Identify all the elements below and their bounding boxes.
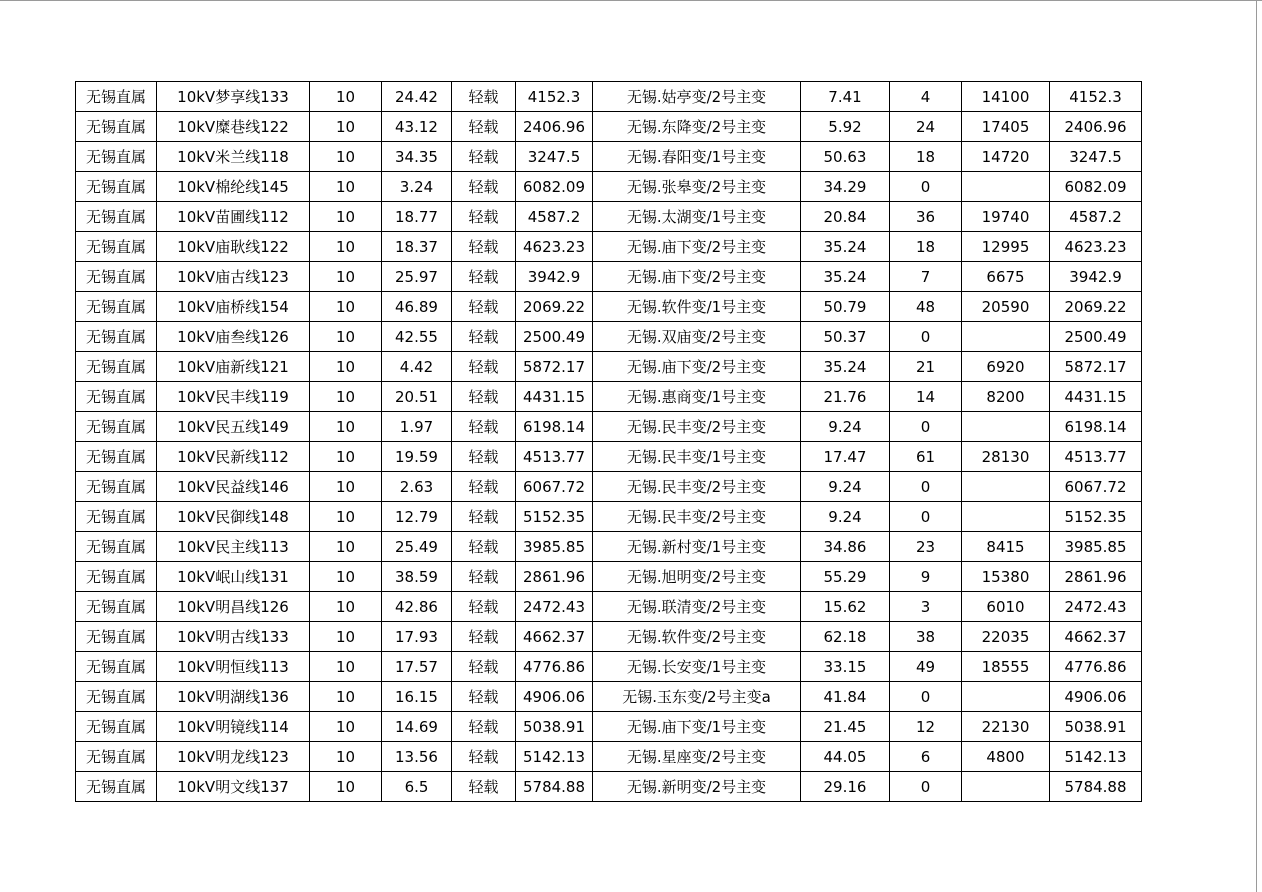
cell-transformer-load-rate: 21.45 <box>801 712 890 742</box>
cell-available-capacity: 2472.43 <box>1050 592 1142 622</box>
cell-load-rate: 12.79 <box>382 502 452 532</box>
cell-region: 无锡直属 <box>76 622 157 652</box>
cell-region: 无锡直属 <box>76 82 157 112</box>
cell-substation-transformer: 无锡.软件变/2号主变 <box>593 622 801 652</box>
cell-voltage: 10 <box>310 172 382 202</box>
cell-spare-capacity: 3985.85 <box>516 532 593 562</box>
cell-voltage: 10 <box>310 712 382 742</box>
cell-load-rate: 42.55 <box>382 322 452 352</box>
cell-available-capacity: 4431.15 <box>1050 382 1142 412</box>
cell-substation-transformer: 无锡.旭明变/2号主变 <box>593 562 801 592</box>
cell-load-status: 轻载 <box>452 652 516 682</box>
cell-spare-capacity: 2069.22 <box>516 292 593 322</box>
cell-feeder-name: 10kV民御线148 <box>157 502 310 532</box>
cell-capacity: 6675 <box>962 262 1050 292</box>
cell-feeder-name: 10kV糜巷线122 <box>157 112 310 142</box>
cell-feeder-name: 10kV民新线112 <box>157 442 310 472</box>
cell-spare-capacity: 4906.06 <box>516 682 593 712</box>
cell-capacity: 6010 <box>962 592 1050 622</box>
cell-capacity: 19740 <box>962 202 1050 232</box>
cell-load-status: 轻载 <box>452 682 516 712</box>
cell-transformer-load-rate: 50.79 <box>801 292 890 322</box>
cell-transformer-load-rate: 9.24 <box>801 472 890 502</box>
table-row <box>76 292 1142 322</box>
cell-count: 12 <box>890 712 962 742</box>
cell-load-rate: 38.59 <box>382 562 452 592</box>
cell-capacity: 22130 <box>962 712 1050 742</box>
cell-feeder-name: 10kV苗圃线112 <box>157 202 310 232</box>
table-row <box>76 232 1142 262</box>
cell-load-rate: 19.59 <box>382 442 452 472</box>
cell-capacity <box>962 502 1050 532</box>
cell-available-capacity: 5038.91 <box>1050 712 1142 742</box>
cell-capacity: 15380 <box>962 562 1050 592</box>
table-row <box>76 382 1142 412</box>
cell-substation-transformer: 无锡.庙下变/2号主变 <box>593 262 801 292</box>
cell-capacity: 28130 <box>962 442 1050 472</box>
cell-spare-capacity: 4587.2 <box>516 202 593 232</box>
cell-region: 无锡直属 <box>76 412 157 442</box>
cell-transformer-load-rate: 33.15 <box>801 652 890 682</box>
cell-load-rate: 17.57 <box>382 652 452 682</box>
cell-region: 无锡直属 <box>76 382 157 412</box>
cell-voltage: 10 <box>310 742 382 772</box>
cell-capacity: 14100 <box>962 82 1050 112</box>
cell-available-capacity: 2500.49 <box>1050 322 1142 352</box>
cell-available-capacity: 4513.77 <box>1050 442 1142 472</box>
cell-feeder-name: 10kV庙桥线154 <box>157 292 310 322</box>
cell-voltage: 10 <box>310 562 382 592</box>
cell-load-status: 轻载 <box>452 202 516 232</box>
cell-transformer-load-rate: 29.16 <box>801 772 890 802</box>
table-row <box>76 592 1142 622</box>
cell-available-capacity: 4906.06 <box>1050 682 1142 712</box>
cell-substation-transformer: 无锡.星座变/2号主变 <box>593 742 801 772</box>
cell-spare-capacity: 5038.91 <box>516 712 593 742</box>
page-top-edge <box>0 0 1262 1</box>
cell-transformer-load-rate: 35.24 <box>801 262 890 292</box>
cell-feeder-name: 10kV米兰线118 <box>157 142 310 172</box>
cell-load-rate: 25.97 <box>382 262 452 292</box>
cell-spare-capacity: 3247.5 <box>516 142 593 172</box>
cell-capacity: 17405 <box>962 112 1050 142</box>
cell-available-capacity: 5142.13 <box>1050 742 1142 772</box>
cell-capacity: 18555 <box>962 652 1050 682</box>
cell-load-status: 轻载 <box>452 562 516 592</box>
cell-available-capacity: 5784.88 <box>1050 772 1142 802</box>
cell-load-status: 轻载 <box>452 232 516 262</box>
cell-voltage: 10 <box>310 412 382 442</box>
cell-count: 0 <box>890 772 962 802</box>
cell-feeder-name: 10kV明昌线126 <box>157 592 310 622</box>
cell-load-rate: 24.42 <box>382 82 452 112</box>
cell-spare-capacity: 2472.43 <box>516 592 593 622</box>
cell-substation-transformer: 无锡.太湖变/1号主变 <box>593 202 801 232</box>
cell-count: 61 <box>890 442 962 472</box>
cell-voltage: 10 <box>310 622 382 652</box>
cell-substation-transformer: 无锡.长安变/1号主变 <box>593 652 801 682</box>
table-row <box>76 712 1142 742</box>
table-row <box>76 742 1142 772</box>
cell-transformer-load-rate: 35.24 <box>801 232 890 262</box>
cell-count: 14 <box>890 382 962 412</box>
table-row <box>76 202 1142 232</box>
cell-load-status: 轻载 <box>452 592 516 622</box>
cell-load-rate: 1.97 <box>382 412 452 442</box>
cell-load-status: 轻载 <box>452 712 516 742</box>
cell-substation-transformer: 无锡.惠商变/1号主变 <box>593 382 801 412</box>
cell-load-status: 轻载 <box>452 622 516 652</box>
cell-feeder-name: 10kV梦享线133 <box>157 82 310 112</box>
cell-spare-capacity: 2861.96 <box>516 562 593 592</box>
cell-count: 18 <box>890 142 962 172</box>
cell-capacity <box>962 172 1050 202</box>
cell-available-capacity: 2861.96 <box>1050 562 1142 592</box>
cell-voltage: 10 <box>310 82 382 112</box>
cell-feeder-name: 10kV明镜线114 <box>157 712 310 742</box>
cell-spare-capacity: 5784.88 <box>516 772 593 802</box>
cell-region: 无锡直属 <box>76 472 157 502</box>
cell-load-status: 轻载 <box>452 742 516 772</box>
cell-load-rate: 16.15 <box>382 682 452 712</box>
cell-count: 36 <box>890 202 962 232</box>
cell-load-status: 轻载 <box>452 112 516 142</box>
feeder-load-table <box>75 81 1142 802</box>
cell-capacity: 8415 <box>962 532 1050 562</box>
cell-available-capacity: 4152.3 <box>1050 82 1142 112</box>
cell-load-rate: 4.42 <box>382 352 452 382</box>
cell-load-status: 轻载 <box>452 382 516 412</box>
table-row <box>76 772 1142 802</box>
cell-substation-transformer: 无锡.庙下变/1号主变 <box>593 712 801 742</box>
cell-available-capacity: 5872.17 <box>1050 352 1142 382</box>
cell-available-capacity: 2069.22 <box>1050 292 1142 322</box>
cell-transformer-load-rate: 35.24 <box>801 352 890 382</box>
cell-voltage: 10 <box>310 232 382 262</box>
cell-load-status: 轻载 <box>452 532 516 562</box>
cell-count: 4 <box>890 82 962 112</box>
cell-substation-transformer: 无锡.张皋变/2号主变 <box>593 172 801 202</box>
cell-substation-transformer: 无锡.庙下变/2号主变 <box>593 232 801 262</box>
cell-available-capacity: 3247.5 <box>1050 142 1142 172</box>
cell-count: 38 <box>890 622 962 652</box>
cell-load-rate: 2.63 <box>382 472 452 502</box>
cell-feeder-name: 10kV明古线133 <box>157 622 310 652</box>
cell-load-status: 轻载 <box>452 442 516 472</box>
cell-capacity: 20590 <box>962 292 1050 322</box>
cell-voltage: 10 <box>310 292 382 322</box>
cell-count: 0 <box>890 322 962 352</box>
cell-count: 6 <box>890 742 962 772</box>
cell-capacity <box>962 682 1050 712</box>
cell-feeder-name: 10kV庙新线121 <box>157 352 310 382</box>
cell-voltage: 10 <box>310 142 382 172</box>
cell-voltage: 10 <box>310 202 382 232</box>
cell-voltage: 10 <box>310 382 382 412</box>
cell-spare-capacity: 2500.49 <box>516 322 593 352</box>
cell-transformer-load-rate: 9.24 <box>801 502 890 532</box>
cell-available-capacity: 4776.86 <box>1050 652 1142 682</box>
cell-region: 无锡直属 <box>76 532 157 562</box>
cell-available-capacity: 6198.14 <box>1050 412 1142 442</box>
table-row <box>76 142 1142 172</box>
table-body <box>76 82 1142 802</box>
cell-spare-capacity: 6067.72 <box>516 472 593 502</box>
cell-load-rate: 20.51 <box>382 382 452 412</box>
cell-voltage: 10 <box>310 502 382 532</box>
cell-spare-capacity: 4662.37 <box>516 622 593 652</box>
cell-spare-capacity: 4776.86 <box>516 652 593 682</box>
cell-region: 无锡直属 <box>76 112 157 142</box>
cell-count: 48 <box>890 292 962 322</box>
cell-spare-capacity: 4623.23 <box>516 232 593 262</box>
cell-spare-capacity: 6082.09 <box>516 172 593 202</box>
cell-load-rate: 14.69 <box>382 712 452 742</box>
cell-spare-capacity: 5142.13 <box>516 742 593 772</box>
cell-substation-transformer: 无锡.庙下变/2号主变 <box>593 352 801 382</box>
cell-substation-transformer: 无锡.玉东变/2号主变a <box>593 682 801 712</box>
cell-region: 无锡直属 <box>76 712 157 742</box>
cell-feeder-name: 10kV民五线149 <box>157 412 310 442</box>
cell-spare-capacity: 4152.3 <box>516 82 593 112</box>
cell-substation-transformer: 无锡.民丰变/1号主变 <box>593 442 801 472</box>
cell-substation-transformer: 无锡.联清变/2号主变 <box>593 592 801 622</box>
cell-transformer-load-rate: 34.86 <box>801 532 890 562</box>
cell-substation-transformer: 无锡.双庙变/2号主变 <box>593 322 801 352</box>
cell-load-rate: 6.5 <box>382 772 452 802</box>
cell-substation-transformer: 无锡.春阳变/1号主变 <box>593 142 801 172</box>
cell-substation-transformer: 无锡.民丰变/2号主变 <box>593 502 801 532</box>
cell-load-status: 轻载 <box>452 772 516 802</box>
cell-feeder-name: 10kV明文线137 <box>157 772 310 802</box>
cell-voltage: 10 <box>310 682 382 712</box>
cell-feeder-name: 10kV棉纶线145 <box>157 172 310 202</box>
table-row <box>76 682 1142 712</box>
table-row <box>76 532 1142 562</box>
table-row <box>76 562 1142 592</box>
cell-voltage: 10 <box>310 112 382 142</box>
cell-count: 7 <box>890 262 962 292</box>
cell-feeder-name: 10kV明湖线136 <box>157 682 310 712</box>
cell-load-status: 轻载 <box>452 352 516 382</box>
cell-transformer-load-rate: 41.84 <box>801 682 890 712</box>
cell-count: 0 <box>890 172 962 202</box>
cell-substation-transformer: 无锡.软件变/1号主变 <box>593 292 801 322</box>
cell-available-capacity: 6067.72 <box>1050 472 1142 502</box>
cell-capacity: 4800 <box>962 742 1050 772</box>
cell-voltage: 10 <box>310 352 382 382</box>
cell-load-rate: 34.35 <box>382 142 452 172</box>
cell-region: 无锡直属 <box>76 232 157 262</box>
page-right-edge <box>1256 0 1257 892</box>
cell-spare-capacity: 6198.14 <box>516 412 593 442</box>
cell-feeder-name: 10kV民益线146 <box>157 472 310 502</box>
cell-substation-transformer: 无锡.新村变/1号主变 <box>593 532 801 562</box>
table-row <box>76 172 1142 202</box>
cell-load-status: 轻载 <box>452 262 516 292</box>
cell-capacity: 22035 <box>962 622 1050 652</box>
cell-region: 无锡直属 <box>76 142 157 172</box>
cell-transformer-load-rate: 15.62 <box>801 592 890 622</box>
cell-load-rate: 46.89 <box>382 292 452 322</box>
table-row <box>76 352 1142 382</box>
cell-feeder-name: 10kV岷山线131 <box>157 562 310 592</box>
cell-load-status: 轻载 <box>452 412 516 442</box>
cell-count: 0 <box>890 682 962 712</box>
cell-substation-transformer: 无锡.新明变/2号主变 <box>593 772 801 802</box>
cell-load-rate: 25.49 <box>382 532 452 562</box>
cell-available-capacity: 2406.96 <box>1050 112 1142 142</box>
table-row <box>76 82 1142 112</box>
cell-load-rate: 13.56 <box>382 742 452 772</box>
cell-available-capacity: 3985.85 <box>1050 532 1142 562</box>
cell-capacity <box>962 412 1050 442</box>
cell-transformer-load-rate: 21.76 <box>801 382 890 412</box>
cell-count: 0 <box>890 502 962 532</box>
cell-feeder-name: 10kV明恒线113 <box>157 652 310 682</box>
cell-transformer-load-rate: 55.29 <box>801 562 890 592</box>
table-row <box>76 502 1142 532</box>
cell-count: 0 <box>890 472 962 502</box>
cell-region: 无锡直属 <box>76 502 157 532</box>
cell-spare-capacity: 4431.15 <box>516 382 593 412</box>
cell-available-capacity: 5152.35 <box>1050 502 1142 532</box>
cell-capacity: 12995 <box>962 232 1050 262</box>
cell-capacity: 8200 <box>962 382 1050 412</box>
cell-load-rate: 43.12 <box>382 112 452 142</box>
cell-load-status: 轻载 <box>452 502 516 532</box>
cell-capacity <box>962 772 1050 802</box>
cell-available-capacity: 4662.37 <box>1050 622 1142 652</box>
table-row <box>76 112 1142 142</box>
cell-count: 0 <box>890 412 962 442</box>
cell-feeder-name: 10kV庙耿线122 <box>157 232 310 262</box>
table-row <box>76 412 1142 442</box>
cell-load-status: 轻载 <box>452 172 516 202</box>
cell-spare-capacity: 5872.17 <box>516 352 593 382</box>
cell-count: 23 <box>890 532 962 562</box>
cell-region: 无锡直属 <box>76 682 157 712</box>
cell-count: 18 <box>890 232 962 262</box>
cell-transformer-load-rate: 20.84 <box>801 202 890 232</box>
table-row <box>76 622 1142 652</box>
cell-substation-transformer: 无锡.东降变/2号主变 <box>593 112 801 142</box>
cell-voltage: 10 <box>310 322 382 352</box>
cell-available-capacity: 3942.9 <box>1050 262 1142 292</box>
cell-region: 无锡直属 <box>76 292 157 322</box>
cell-voltage: 10 <box>310 652 382 682</box>
cell-capacity: 14720 <box>962 142 1050 172</box>
cell-transformer-load-rate: 9.24 <box>801 412 890 442</box>
cell-load-rate: 3.24 <box>382 172 452 202</box>
cell-region: 无锡直属 <box>76 562 157 592</box>
cell-transformer-load-rate: 17.47 <box>801 442 890 472</box>
cell-region: 无锡直属 <box>76 772 157 802</box>
cell-spare-capacity: 3942.9 <box>516 262 593 292</box>
cell-count: 21 <box>890 352 962 382</box>
cell-region: 无锡直属 <box>76 442 157 472</box>
cell-transformer-load-rate: 7.41 <box>801 82 890 112</box>
table-row <box>76 652 1142 682</box>
cell-feeder-name: 10kV民丰线119 <box>157 382 310 412</box>
cell-feeder-name: 10kV庙叁线126 <box>157 322 310 352</box>
cell-spare-capacity: 5152.35 <box>516 502 593 532</box>
cell-count: 49 <box>890 652 962 682</box>
cell-region: 无锡直属 <box>76 652 157 682</box>
cell-transformer-load-rate: 62.18 <box>801 622 890 652</box>
table-row <box>76 472 1142 502</box>
cell-count: 9 <box>890 562 962 592</box>
cell-capacity <box>962 472 1050 502</box>
cell-load-rate: 42.86 <box>382 592 452 622</box>
cell-available-capacity: 4587.2 <box>1050 202 1142 232</box>
cell-substation-transformer: 无锡.民丰变/2号主变 <box>593 472 801 502</box>
cell-load-status: 轻载 <box>452 322 516 352</box>
cell-count: 24 <box>890 112 962 142</box>
cell-region: 无锡直属 <box>76 742 157 772</box>
cell-capacity: 6920 <box>962 352 1050 382</box>
cell-region: 无锡直属 <box>76 352 157 382</box>
cell-transformer-load-rate: 44.05 <box>801 742 890 772</box>
cell-voltage: 10 <box>310 592 382 622</box>
cell-load-status: 轻载 <box>452 292 516 322</box>
cell-load-status: 轻载 <box>452 82 516 112</box>
cell-voltage: 10 <box>310 262 382 292</box>
cell-spare-capacity: 4513.77 <box>516 442 593 472</box>
cell-load-rate: 18.77 <box>382 202 452 232</box>
cell-transformer-load-rate: 34.29 <box>801 172 890 202</box>
cell-available-capacity: 6082.09 <box>1050 172 1142 202</box>
cell-feeder-name: 10kV庙古线123 <box>157 262 310 292</box>
cell-load-rate: 18.37 <box>382 232 452 262</box>
cell-region: 无锡直属 <box>76 262 157 292</box>
cell-capacity <box>962 322 1050 352</box>
cell-voltage: 10 <box>310 532 382 562</box>
cell-region: 无锡直属 <box>76 592 157 622</box>
cell-load-rate: 17.93 <box>382 622 452 652</box>
cell-transformer-load-rate: 50.63 <box>801 142 890 172</box>
cell-transformer-load-rate: 5.92 <box>801 112 890 142</box>
cell-substation-transformer: 无锡.民丰变/2号主变 <box>593 412 801 442</box>
cell-voltage: 10 <box>310 442 382 472</box>
cell-load-status: 轻载 <box>452 472 516 502</box>
cell-load-status: 轻载 <box>452 142 516 172</box>
cell-region: 无锡直属 <box>76 202 157 232</box>
cell-transformer-load-rate: 50.37 <box>801 322 890 352</box>
cell-region: 无锡直属 <box>76 322 157 352</box>
cell-voltage: 10 <box>310 772 382 802</box>
cell-feeder-name: 10kV民主线113 <box>157 532 310 562</box>
cell-voltage: 10 <box>310 472 382 502</box>
cell-spare-capacity: 2406.96 <box>516 112 593 142</box>
cell-count: 3 <box>890 592 962 622</box>
table-row <box>76 442 1142 472</box>
cell-substation-transformer: 无锡.姑亭变/2号主变 <box>593 82 801 112</box>
cell-feeder-name: 10kV明龙线123 <box>157 742 310 772</box>
cell-region: 无锡直属 <box>76 172 157 202</box>
cell-available-capacity: 4623.23 <box>1050 232 1142 262</box>
table-row <box>76 262 1142 292</box>
table-row <box>76 322 1142 352</box>
